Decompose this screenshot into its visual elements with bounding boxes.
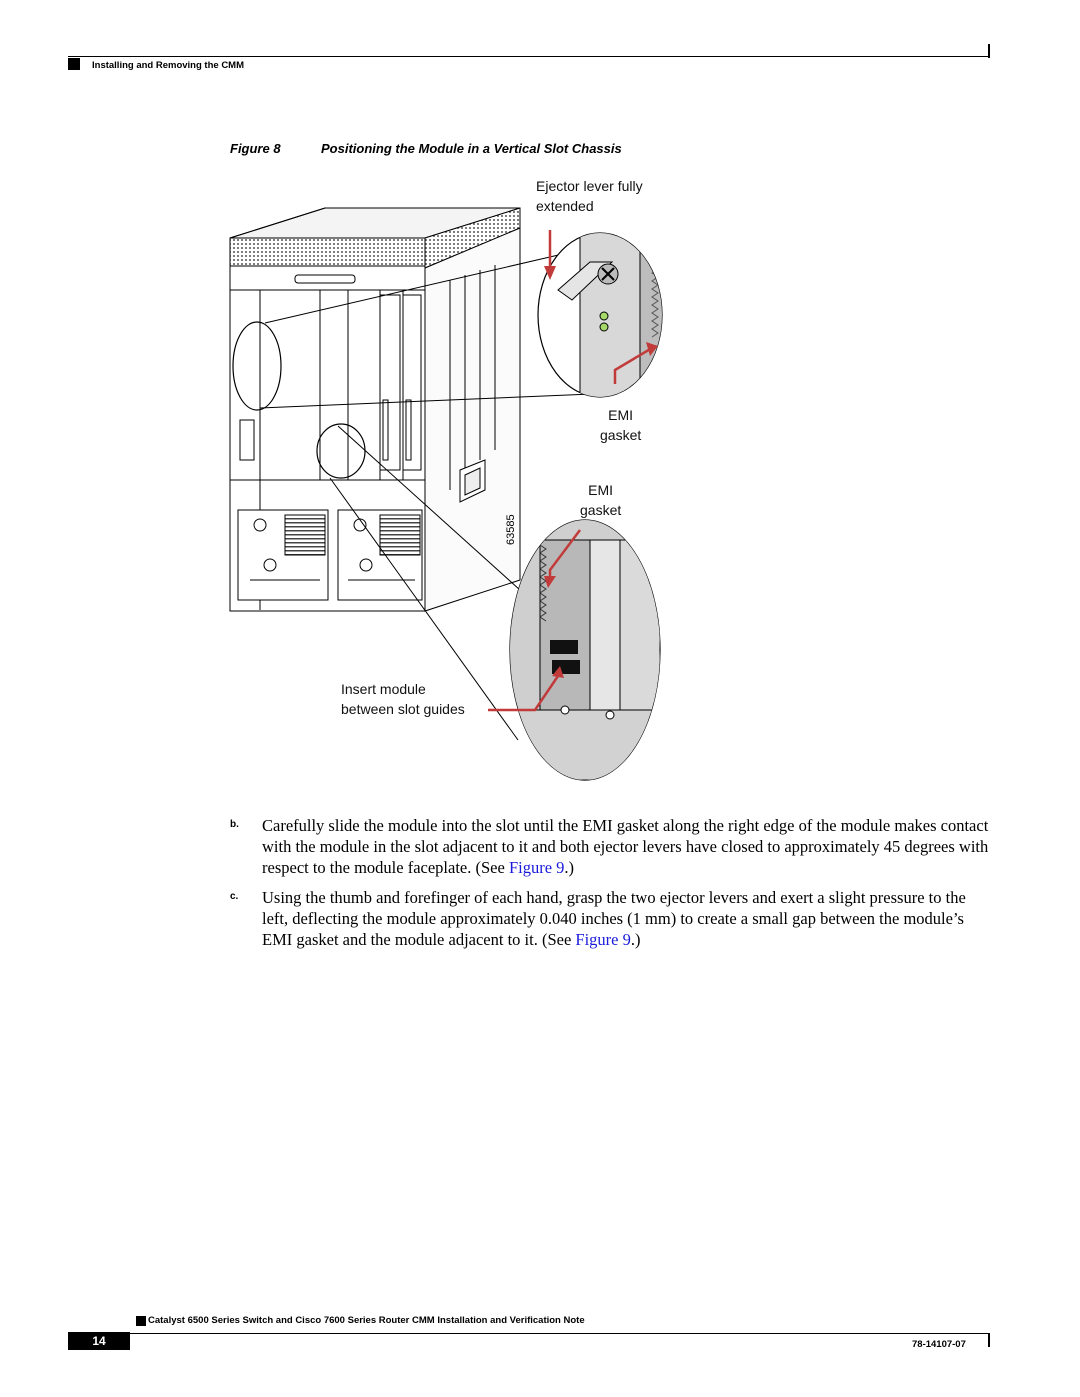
- footer-page-number: 14: [92, 1334, 106, 1348]
- callout-emi-top-line1: EMI: [608, 407, 634, 423]
- footer-marker-square: [136, 1316, 146, 1326]
- callout-emi-gasket-top: [600, 405, 641, 445]
- step-c: [230, 887, 990, 950]
- step-b-text: [262, 815, 990, 878]
- header-marker-square: [68, 58, 80, 70]
- header-right-tick: [988, 44, 990, 58]
- art-number: 63585: [505, 514, 517, 545]
- callout-emi-top-line2: gasket: [600, 427, 642, 443]
- ejector-detail: [538, 230, 664, 410]
- step-b-marker: b.: [230, 819, 239, 830]
- footer-doc-number: 78-14107-07: [912, 1339, 966, 1350]
- step-c-marker: c.: [230, 891, 239, 902]
- footer-doc-title: Catalyst 6500 Series Switch and Cisco 7600 Series Router CMM Installation and Verification Note: [148, 1315, 585, 1326]
- step-c-tail: .): [630, 930, 641, 949]
- step-b: [230, 815, 990, 878]
- figure-label: Figure 8: [230, 141, 281, 156]
- callout-ejector-line1: Ejector lever fully: [536, 178, 643, 194]
- callout-ejector-lever: [536, 176, 643, 216]
- callout-emi-bottom-line1: EMI: [588, 482, 614, 498]
- step-c-body: Using the thumb and forefinger of each hand, grasp the two ejector levers and exert a slight pressure to the left, deflecting the module approximately 0.040 inches (1 mm) to create a small gap between the module’s EMI gasket and the module adjacent to it. (See: [262, 888, 966, 949]
- callout-ejector-line2: extended: [536, 198, 594, 214]
- callout-insert-line1: Insert module: [341, 681, 426, 697]
- step-b-tail: .): [564, 858, 575, 877]
- callout-insert-module: [341, 679, 465, 719]
- step-c-text: [262, 887, 990, 950]
- callout-insert-line2: between slot guides: [341, 701, 465, 717]
- footer-page-number-box: [68, 1332, 130, 1350]
- footer-rule: [130, 1333, 990, 1334]
- figure-title: Positioning the Module in a Vertical Slot Chassis: [321, 141, 622, 156]
- footer-right-tick: [988, 1333, 990, 1347]
- callout-emi-gasket-bottom: [580, 480, 621, 520]
- step-b-figure-link[interactable]: Figure 9: [508, 858, 565, 877]
- step-b-body: Carefully slide the module into the slot until the EMI gasket along the right edge of the module makes contact with the module in the slot adjacent to it and both ejector levers have closed to approximately 45 degrees with respect to the module faceplate. (See: [262, 816, 989, 877]
- header-section-title: Installing and Removing the CMM: [92, 60, 245, 71]
- step-c-figure-link[interactable]: Figure 9: [575, 930, 631, 949]
- callout-emi-bottom-line2: gasket: [580, 502, 622, 518]
- header-rule: [68, 56, 990, 57]
